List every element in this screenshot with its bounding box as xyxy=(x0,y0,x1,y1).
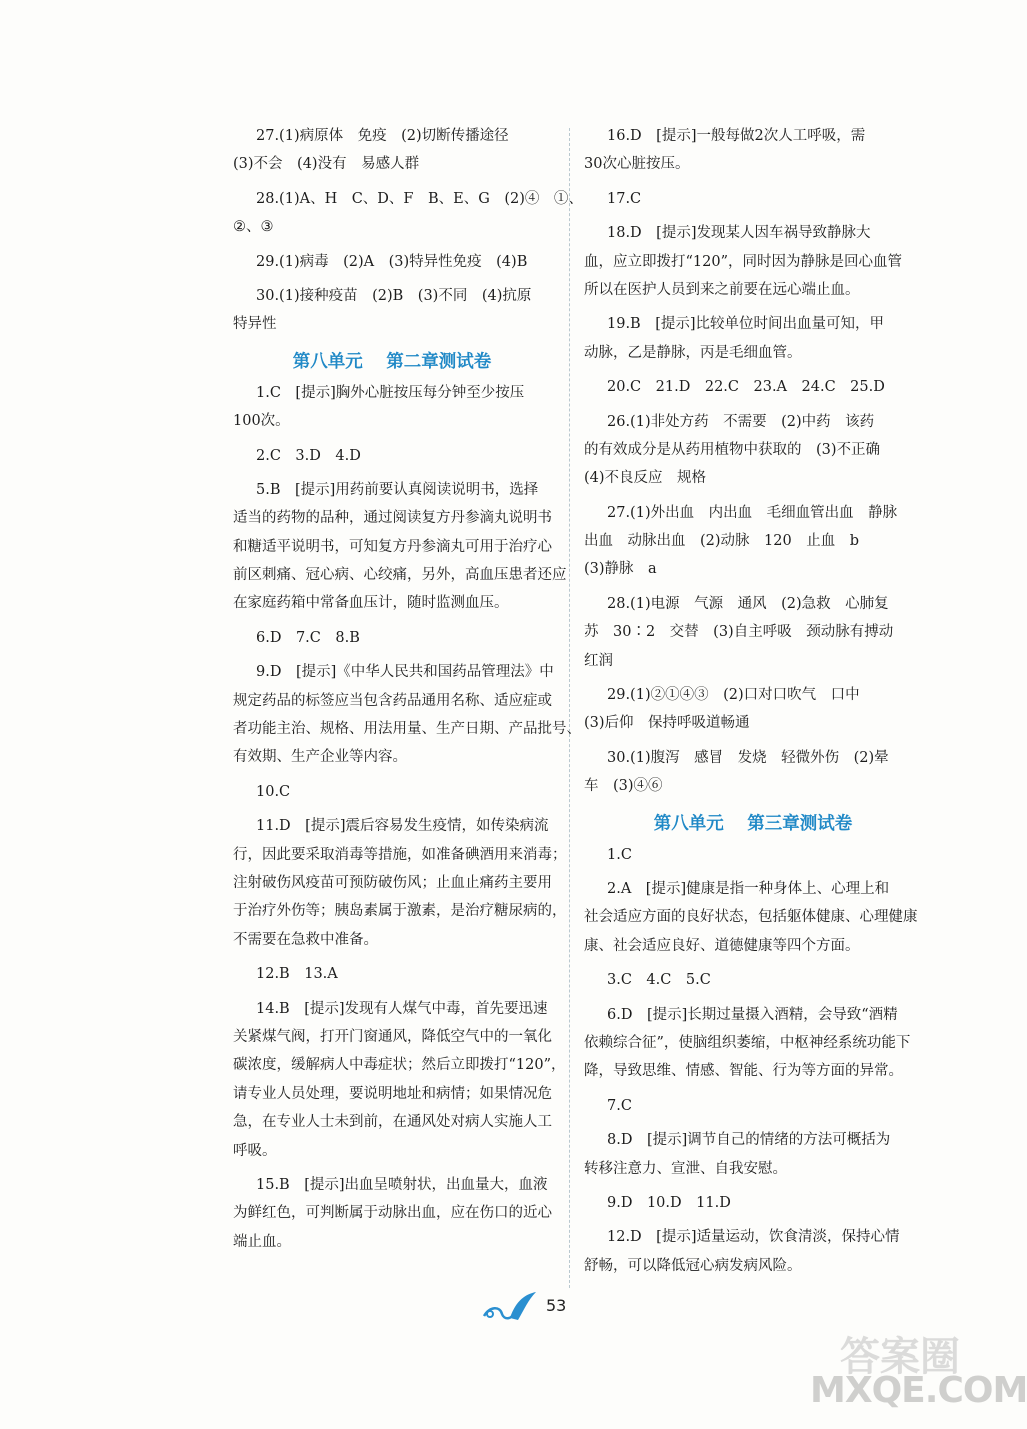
answer-continuation: 注射破伤风疫苗可预防破伤风；止血止痛药主要用 xyxy=(233,874,552,891)
answer-continuation: 降，导致思维、情感、智能、行为等方面的异常。 xyxy=(584,1063,903,1080)
answer-item: 17.C xyxy=(607,190,642,207)
answer-item: 30.(1)接种疫苗 (2)B (3)不同 (4)抗原 xyxy=(256,287,532,304)
answer-continuation: 舒畅，可以降低冠心病发病风险。 xyxy=(584,1257,802,1274)
answer-item: 10.C xyxy=(256,783,291,800)
answer-item: 7.C xyxy=(607,1097,632,1114)
answer-continuation: 碳浓度，缓解病人中毒症状；然后立即拨打“120”， xyxy=(233,1057,566,1074)
answer-continuation: 规定药品的标签应当包含药品通用名称、适应症或 xyxy=(233,692,552,709)
answer-item: 16.D [提示]一般每做2次人工呼吸，需 xyxy=(607,128,866,144)
answer-continuation: (4)不良反应 规格 xyxy=(584,470,707,487)
answer-item: 5.B [提示]用药前要认真阅读说明书，选择 xyxy=(256,481,539,498)
watermark-logo: 答案圈 xyxy=(840,1334,960,1380)
answer-item: 2.C 3.D 4.D xyxy=(256,447,361,464)
answer-continuation: (3)不会 (4)没有 易感人群 xyxy=(233,156,420,173)
answer-item: 19.B [提示]比较单位时间出血量可知，甲 xyxy=(607,316,885,333)
section-heading: 第八单元 第二章测试卷 xyxy=(292,351,492,372)
answer-continuation: ②、③ xyxy=(233,219,274,236)
answer-item: 9.D [提示]《中华人民共和国药品管理法》中 xyxy=(256,664,554,681)
answer-continuation: 在家庭药箱中常备血压计，随时监测血压。 xyxy=(233,595,509,612)
answer-continuation: 者功能主治、规格、用法用量、生产日期、产品批号、 xyxy=(233,721,581,738)
answer-item: 28.(1)电源 气源 通风 (2)急救 心肺复 xyxy=(607,595,889,612)
answer-continuation: 转移注意力、宣泄、自我安慰。 xyxy=(584,1160,787,1177)
answer-continuation: 适当的药物的品种，通过阅读复方丹参滴丸说明书 xyxy=(233,510,552,527)
answer-item: 29.(1)②①④③ (2)口对口吹气 口中 xyxy=(607,687,860,704)
answer-item: 15.B [提示]出血呈喷射状，出血量大，血液 xyxy=(256,1176,548,1193)
answer-continuation: 30次心脏按压。 xyxy=(584,156,690,173)
answer-continuation: 不需要在急救中准备。 xyxy=(233,931,378,948)
answer-continuation: 所以在医护人员到来之前要在远心端止血。 xyxy=(584,281,860,298)
answer-item: 28.(1)A、H C、D、F B、E、G (2)④ ①、 xyxy=(256,190,583,207)
answer-item: 26.(1)非处方药 不需要 (2)中药 该药 xyxy=(607,413,875,430)
answer-continuation: 100次。 xyxy=(233,413,290,430)
answer-item: 11.D [提示]震后容易发生疫情，如传染病流 xyxy=(256,818,549,835)
answer-item: 6.D 7.C 8.B xyxy=(256,629,360,646)
wave-ornament-icon xyxy=(480,1290,540,1326)
answer-item: 27.(1)病原体 免疫 (2)切断传播途径 xyxy=(256,128,509,144)
answer-continuation: 康、社会适应良好、道德健康等四个方面。 xyxy=(584,937,860,954)
answer-item: 30.(1)腹泻 感冒 发烧 轻微外伤 (2)晕 xyxy=(607,749,889,766)
answer-continuation: 依赖综合征”，使脑组织萎缩，中枢神经系统功能下 xyxy=(584,1034,911,1051)
answer-item: 9.D 10.D 11.D xyxy=(607,1194,731,1211)
answer-item: 1.C xyxy=(607,846,632,863)
watermark-url: MXQE.COM xyxy=(810,1370,1027,1411)
answer-item: 1.C [提示]胸外心脏按压每分钟至少按压 xyxy=(256,384,525,401)
answer-continuation: 于治疗外伤等；胰岛素属于激素，是治疗糖尿病的， xyxy=(233,903,567,920)
answer-continuation: 血，应立即拨打“120”，同时因为静脉是回心血管 xyxy=(584,253,902,270)
answer-continuation: 特异性 xyxy=(233,316,277,333)
answer-continuation: 急，在专业人士未到前，在通风处对病人实施人工 xyxy=(233,1114,552,1131)
answer-item: 2.A [提示]健康是指一种身体上、心理上和 xyxy=(607,880,890,897)
answer-continuation: 的有效成分是从药用植物中获取的 (3)不正确 xyxy=(584,441,881,458)
page-number: 53 xyxy=(546,1296,567,1315)
answer-item: 20.C 21.D 22.C 23.A 24.C 25.D xyxy=(607,379,885,396)
answer-item: 8.D [提示]调节自己的情绪的方法可概括为 xyxy=(607,1132,891,1149)
answer-item: 6.D [提示]长期过量摄入酒精，会导致“酒精 xyxy=(607,1006,898,1023)
answer-continuation: 车 (3)④⑥ xyxy=(584,778,663,795)
answer-continuation: 出血 动脉出血 (2)动脉 120 止血 b xyxy=(584,533,859,550)
answer-continuation: 请专业人员处理，要说明地址和病情；如果情况危 xyxy=(233,1085,552,1102)
item-gap xyxy=(233,1256,551,1262)
answer-continuation: 社会适应方面的良好状态，包括躯体健康、心理健康 xyxy=(584,909,918,926)
answer-continuation: 有效期、生产企业等内容。 xyxy=(233,749,407,766)
answer-continuation: 前区刺痛、冠心病、心绞痛，另外，高血压患者还应 xyxy=(233,567,567,584)
answer-item: 3.C 4.C 5.C xyxy=(607,972,711,989)
answer-continuation: (3)后仰 保持呼吸道畅通 xyxy=(584,715,750,732)
right-column xyxy=(584,122,922,1286)
section-heading: 第八单元 第三章测试卷 xyxy=(653,813,853,834)
answer-continuation: 红润 xyxy=(584,652,613,669)
left-column xyxy=(233,122,583,1262)
item-gap xyxy=(584,1280,922,1286)
answer-item: 14.B [提示]发现有人煤气中毒，首先要迅速 xyxy=(256,1000,548,1017)
column-divider xyxy=(569,128,570,1288)
answer-continuation: (3)静脉 a xyxy=(584,561,657,578)
answer-continuation: 关紧煤气阀，打开门窗通风，降低空气中的一氧化 xyxy=(233,1028,552,1045)
answer-continuation: 端止血。 xyxy=(233,1233,291,1250)
answer-item: 12.B 13.A xyxy=(256,966,338,983)
answer-item: 29.(1)病毒 (2)A (3)特异性免疫 (4)B xyxy=(256,253,528,270)
answer-continuation: 苏 30∶2 交替 (3)自主呼吸 颈动脉有搏动 xyxy=(584,624,894,641)
answer-item: 12.D [提示]适量运动，饮食清淡，保持心情 xyxy=(607,1229,900,1246)
page-footer xyxy=(480,1290,600,1330)
answer-continuation: 为鲜红色，可判断属于动脉出血，应在伤口的近心 xyxy=(233,1205,552,1222)
answer-continuation: 和糖适平说明书，可知复方丹参滴丸可用于治疗心 xyxy=(233,538,552,555)
answer-continuation: 呼吸。 xyxy=(233,1142,277,1159)
answer-continuation: 动脉，乙是静脉，丙是毛细血管。 xyxy=(584,344,802,361)
answer-item: 27.(1)外出血 内出血 毛细血管出血 静脉 xyxy=(607,504,898,521)
answer-continuation: 行，因此要采取消毒等措施，如准备碘酒用来消毒； xyxy=(233,846,567,863)
answer-item: 18.D [提示]发现某人因车祸导致静脉大 xyxy=(607,225,871,242)
